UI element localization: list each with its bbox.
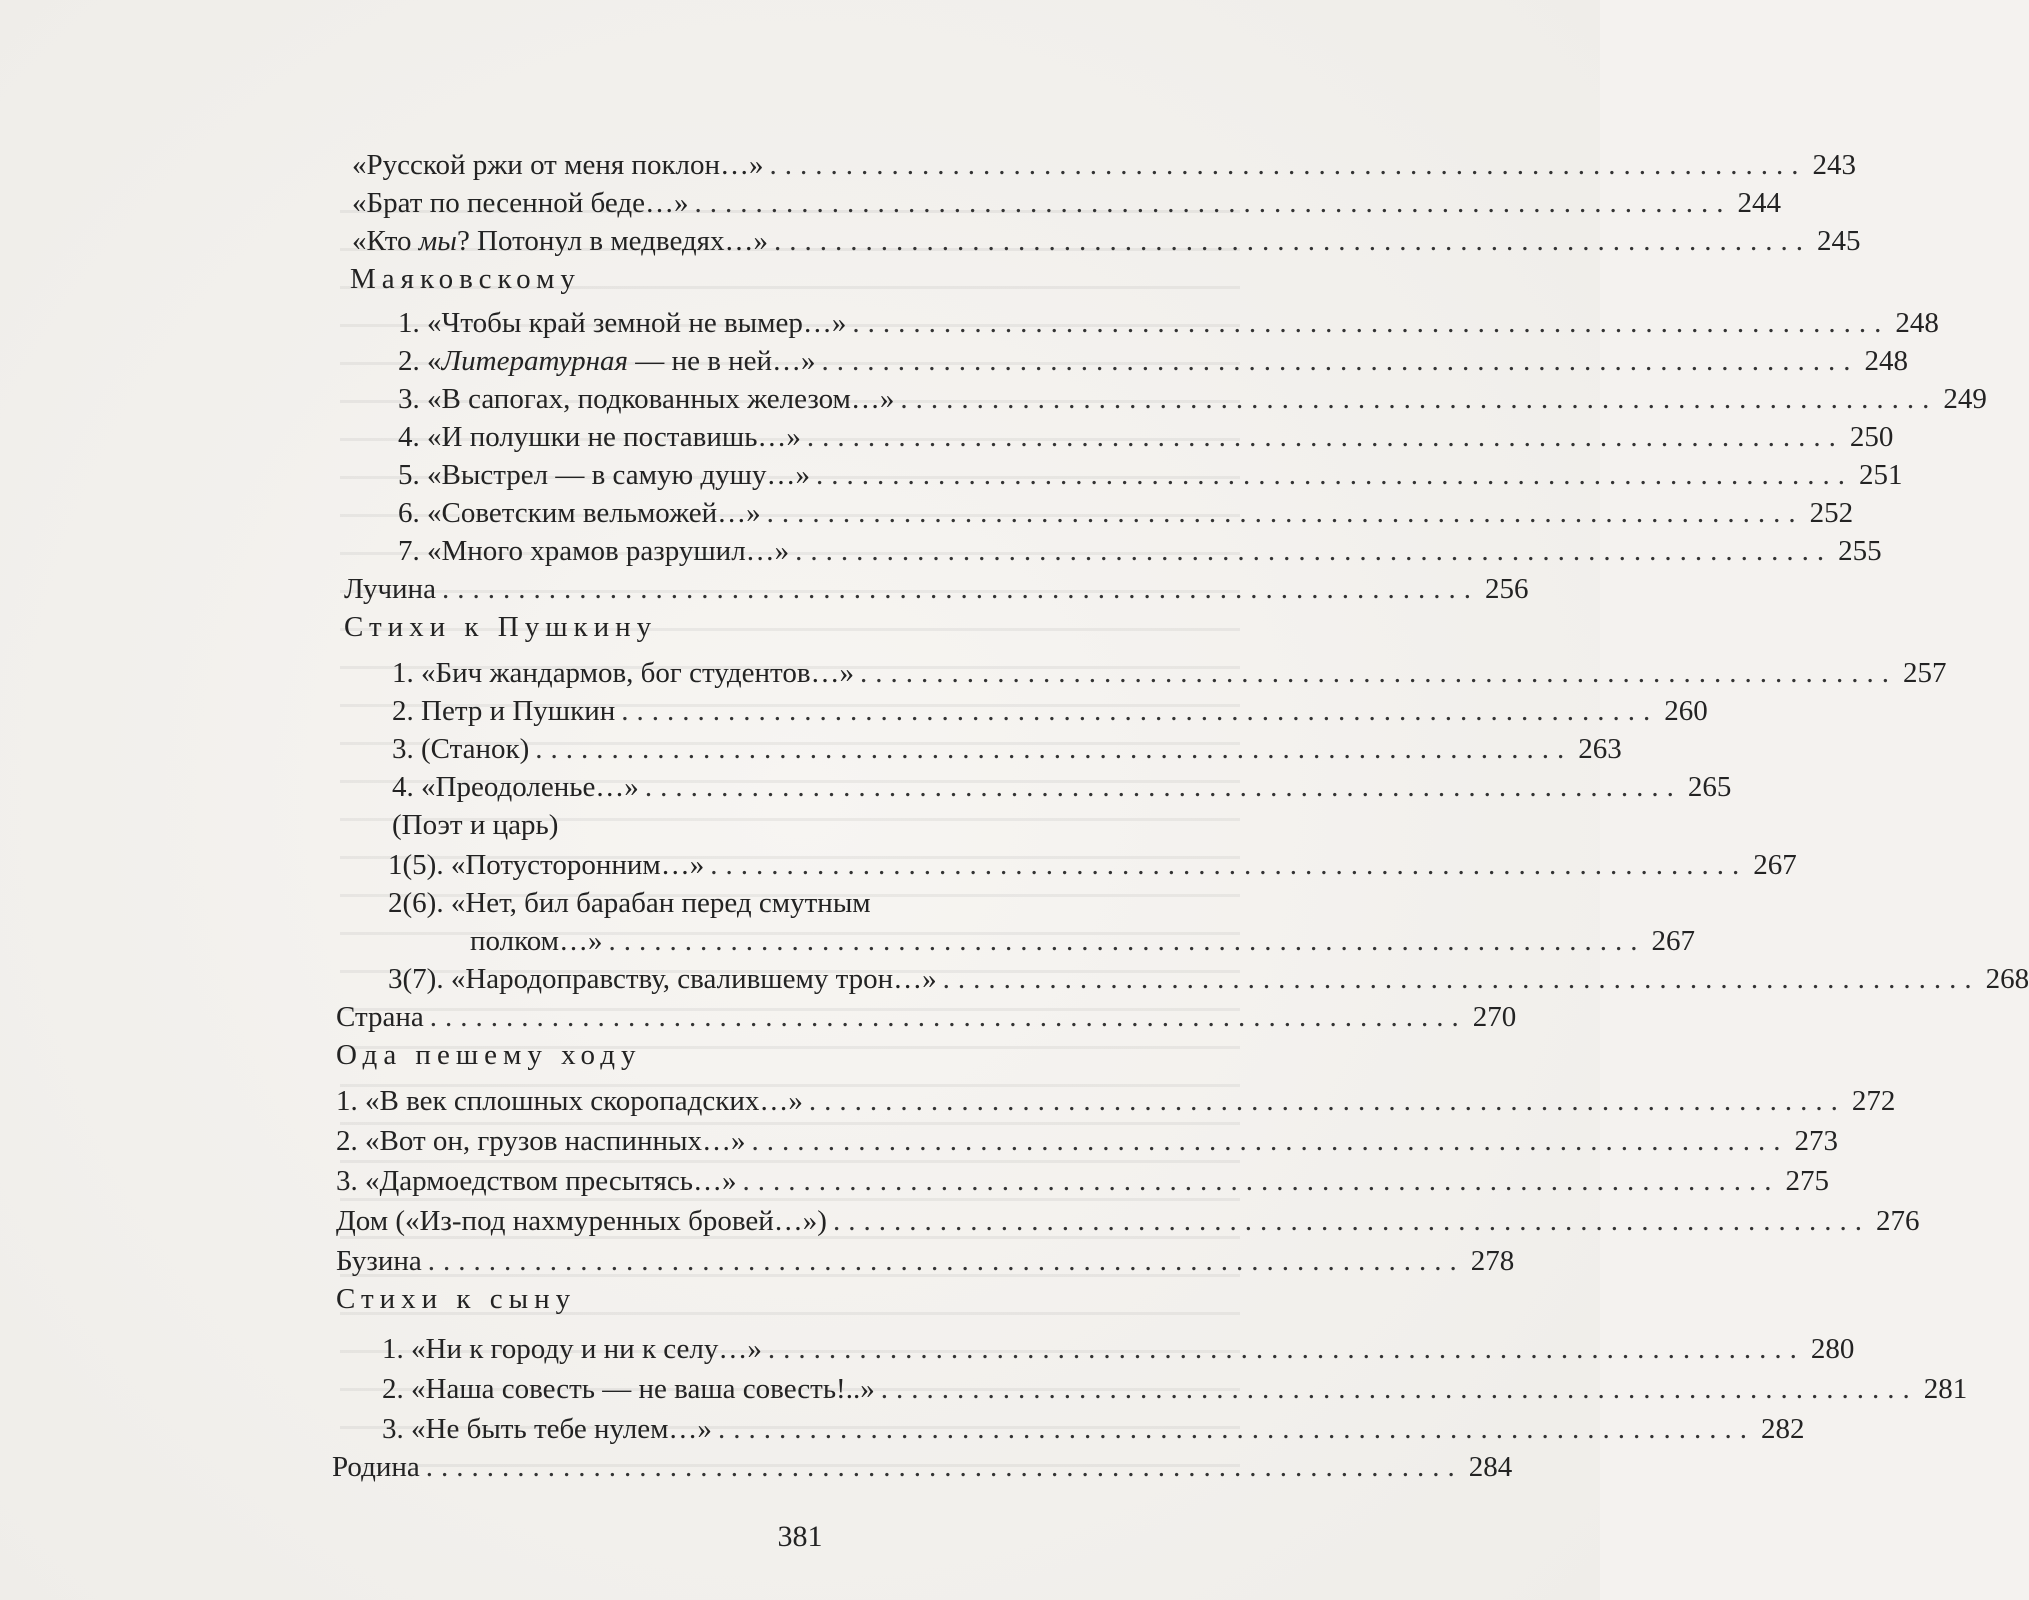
entry-title: 2. «Наша совесть — не ваша совесть!..» <box>382 1373 875 1405</box>
entry-title: 5. «Выстрел — в самую душу…» <box>398 459 810 491</box>
entry-title: 2. «Литературная — не в ней…» <box>398 345 816 377</box>
entry-page: 273 <box>1794 1125 1838 1157</box>
toc-entry <box>388 847 1797 883</box>
entry-title: 6. «Советским вельможей…» <box>398 497 761 529</box>
entry-page: 245 <box>1817 225 1861 257</box>
entry-title: «Русской ржи от меня поклон…» <box>352 149 764 181</box>
entry-page: 275 <box>1785 1165 1829 1197</box>
leader-dots: .................................................................... <box>767 1333 1805 1365</box>
leader-dots: .................................................................... <box>769 149 1807 181</box>
leader-dots: .................................................................... <box>852 307 1890 339</box>
toc-entry <box>398 495 1854 531</box>
toc-entry <box>392 769 1732 805</box>
entry-page: 280 <box>1810 1333 1855 1365</box>
entry-title: 3(7). «Народоправству, свалившему трон…» <box>388 963 937 995</box>
toc-entry <box>352 223 1861 259</box>
entry-title: 3. (Станок) <box>392 733 530 765</box>
leader-dots: .................................................................... <box>535 733 1573 765</box>
subsection-heading <box>392 807 1220 843</box>
entry-page: 263 <box>1578 733 1622 765</box>
toc-entry <box>392 655 1947 691</box>
entry-page: 267 <box>1651 925 1696 957</box>
leader-dots: .................................................................... <box>429 1001 1467 1033</box>
toc-entry <box>344 571 1529 607</box>
section-heading <box>350 261 1220 297</box>
leader-dots: .................................................................... <box>425 1451 1463 1483</box>
toc-entry <box>388 885 1220 921</box>
entry-page: 267 <box>1753 849 1797 881</box>
entry-title: Дом («Из-под нахмуренных бровей…») <box>336 1205 827 1237</box>
entry-title: 7. «Много храмов разрушил…» <box>398 535 790 567</box>
entry-page: 272 <box>1851 1085 1896 1117</box>
section-heading <box>344 609 1222 645</box>
entry-title: 1. «Ни к городу и ни к селу…» <box>382 1333 762 1365</box>
toc-entry <box>336 1123 1838 1159</box>
entry-page: 248 <box>1864 345 1909 377</box>
entry-page: 255 <box>1838 535 1882 567</box>
section-title: Стихи к сыну <box>336 1283 577 1315</box>
leader-dots: .................................................................... <box>441 573 1479 605</box>
toc-entry <box>336 1243 1515 1279</box>
entry-page: 284 <box>1468 1451 1513 1483</box>
leader-dots: .................................................................... <box>766 497 1804 529</box>
leader-dots: .................................................................... <box>808 1085 1846 1117</box>
toc-entry <box>336 999 1517 1035</box>
leader-dots: .................................................................... <box>742 1165 1780 1197</box>
toc-entry <box>332 1449 1513 1485</box>
entry-page: 251 <box>1858 459 1903 491</box>
entry-title: 1. «Бич жандармов, бог студентов…» <box>392 657 855 689</box>
entry-title: 1. «Чтобы край земной не вымер…» <box>398 307 847 339</box>
entry-title: Лучина <box>344 573 436 605</box>
entry-title: «Кто мы? Потонул в медведях…» <box>352 225 769 257</box>
toc-entry <box>392 693 1708 729</box>
entry-page: 276 <box>1875 1205 1920 1237</box>
entry-title: 1. «В век сплошных скоропадских…» <box>336 1085 803 1117</box>
leader-dots: .................................................................... <box>644 771 1682 803</box>
entry-page: 249 <box>1943 383 1987 415</box>
entry-title: 3. «Не быть тебе нулем…» <box>382 1413 712 1445</box>
entry-title: 4. «И полушки не поставишь…» <box>398 421 801 453</box>
leader-dots: .................................................................... <box>717 1413 1755 1445</box>
leader-dots: .................................................................... <box>860 657 1898 689</box>
entry-title: «Брат по песенной беде…» <box>352 187 689 219</box>
leader-dots: .................................................................... <box>821 345 1859 377</box>
entry-page: 281 <box>1923 1373 1968 1405</box>
leader-dots: .................................................................... <box>942 963 1980 995</box>
entry-page: 265 <box>1687 771 1732 803</box>
entry-title: 2. «Вот он, грузов наспинных…» <box>336 1125 746 1157</box>
leader-dots: .................................................................... <box>710 849 1748 881</box>
page-number: 381 <box>777 1520 823 1553</box>
leader-dots: .................................................................... <box>621 695 1659 727</box>
toc-entry <box>388 961 2029 997</box>
section-title: Стихи к Пушкину <box>344 611 658 643</box>
section-title: Маяковскому <box>350 263 581 295</box>
entry-page: 257 <box>1903 657 1947 689</box>
entry-page: 260 <box>1664 695 1708 727</box>
leader-dots: .................................................................... <box>900 383 1938 415</box>
toc-entry <box>336 1083 1896 1119</box>
leader-dots: .................................................................... <box>880 1373 1918 1405</box>
leader-dots: .................................................................... <box>815 459 1853 491</box>
toc-entry <box>392 731 1622 767</box>
entry-page: 278 <box>1470 1245 1515 1277</box>
entry-page: 270 <box>1472 1001 1517 1033</box>
toc-entry <box>398 419 1894 455</box>
section-heading <box>336 1281 1220 1317</box>
toc-entry <box>398 305 1939 341</box>
leader-dots: .................................................................... <box>751 1125 1789 1157</box>
leader-dots: .................................................................... <box>774 225 1812 257</box>
leader-dots: .................................................................... <box>832 1205 1870 1237</box>
entry-page: 252 <box>1809 497 1854 529</box>
section-heading <box>336 1037 1220 1073</box>
toc-entry <box>382 1331 1855 1367</box>
entry-page: 282 <box>1760 1413 1805 1445</box>
entry-title: Бузина <box>336 1245 422 1277</box>
entry-page: 268 <box>1985 963 2029 995</box>
entry-title: полком…» <box>470 925 603 957</box>
leader-dots: .................................................................... <box>795 535 1833 567</box>
toc-entry <box>352 185 1781 221</box>
toc-entry <box>382 1371 1968 1407</box>
entry-title: 1(5). «Потусторонним…» <box>388 849 705 881</box>
entry-page: 248 <box>1895 307 1939 339</box>
leader-dots: .................................................................... <box>608 925 1646 957</box>
toc-entry <box>398 457 1903 493</box>
entry-title: 2(6). «Нет, бил барабан перед смутным <box>388 887 871 919</box>
toc-entry <box>398 343 1909 379</box>
entry-title: 3. «В сапогах, подкованных железом…» <box>398 383 895 415</box>
toc-entry <box>398 381 1987 417</box>
toc-entry <box>398 533 1882 569</box>
toc-entry <box>336 1163 1829 1199</box>
toc-entry <box>470 923 1696 959</box>
entry-title: Родина <box>332 1451 420 1483</box>
entry-title: Страна <box>336 1001 424 1033</box>
entry-title: 4. «Преодоленье…» <box>392 771 639 803</box>
entry-page: 250 <box>1849 421 1894 453</box>
leader-dots: .................................................................... <box>806 421 1844 453</box>
entry-page: 244 <box>1737 187 1781 219</box>
section-title: Ода пешему ходу <box>336 1039 642 1071</box>
toc-entry <box>336 1203 1920 1239</box>
toc-entry <box>382 1411 1805 1447</box>
entry-page: 243 <box>1812 149 1857 181</box>
entry-page: 256 <box>1484 573 1529 605</box>
subsection-title: (Поэт и царь) <box>392 809 559 841</box>
entry-title: 3. «Дармоедством пресытясь…» <box>336 1165 737 1197</box>
toc-entry <box>352 147 1857 183</box>
entry-title: 2. Петр и Пушкин <box>392 695 616 727</box>
leader-dots: .................................................................... <box>694 187 1732 219</box>
leader-dots: .................................................................... <box>427 1245 1465 1277</box>
